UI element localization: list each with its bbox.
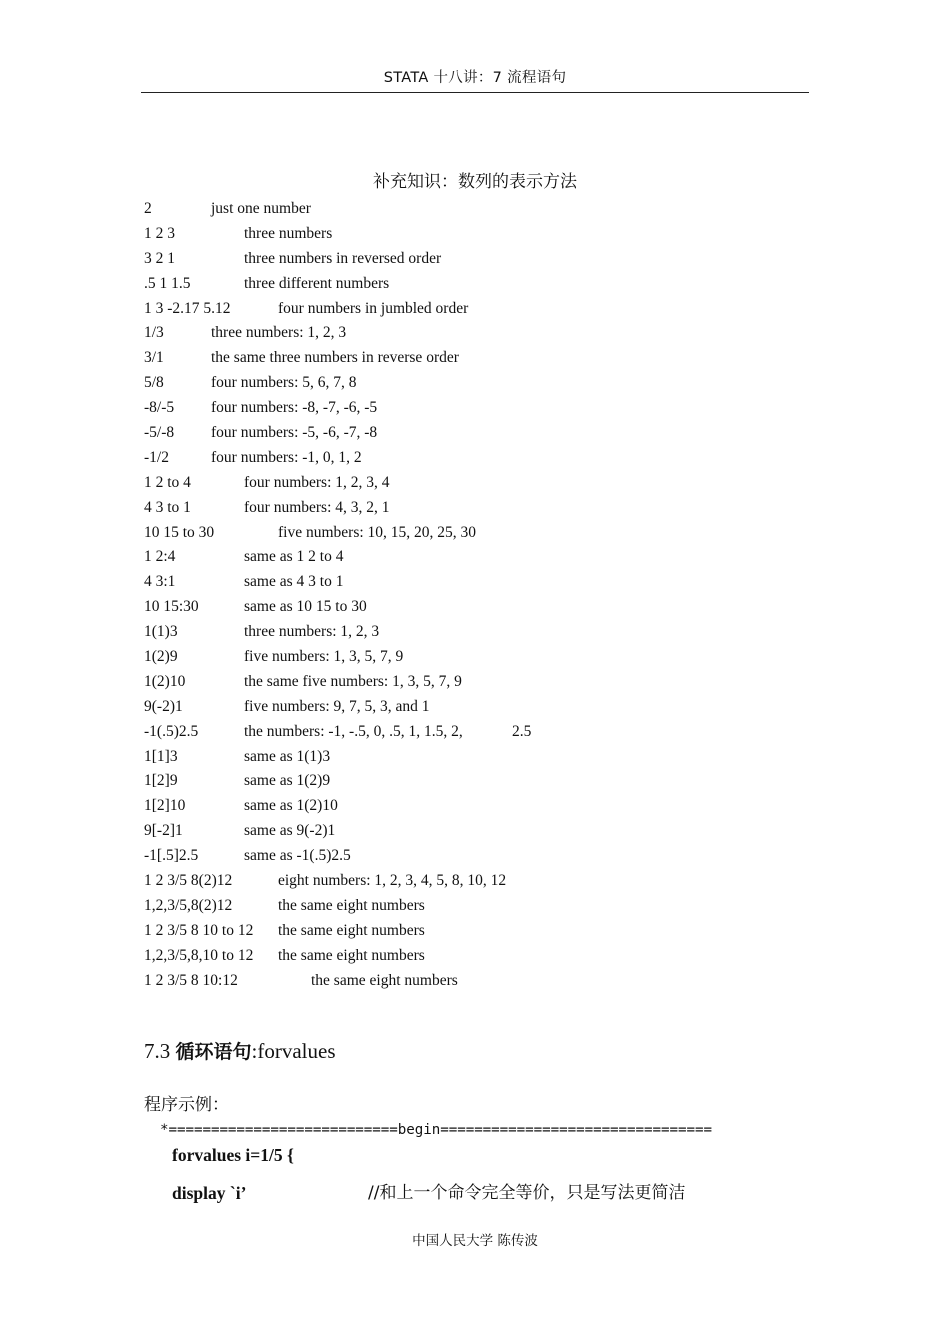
numlist-row — [144, 272, 784, 297]
numlist-row — [144, 570, 784, 595]
code-line-forvalues: forvalues i=1/5 { — [172, 1145, 294, 1165]
numlist-description: five numbers: 1, 3, 5, 7, 9 — [244, 648, 404, 666]
numlist-description: same as 1(2)10 — [244, 797, 338, 815]
numlist-expression: .5 1 1.5 — [144, 274, 191, 292]
numlist-description: five numbers: 10, 15, 20, 25, 30 — [278, 523, 477, 541]
numlist-row — [144, 595, 784, 620]
numlist-row — [144, 396, 784, 421]
page-footer: 中国人民大学 陈传波 — [412, 1233, 538, 1249]
numlist-description: five numbers: 9, 7, 5, 3, and 1 — [244, 697, 430, 715]
numlist-expression: 9[-2]1 — [144, 822, 183, 840]
numlist-description: the same five numbers: 1, 3, 5, 7, 9 — [244, 672, 462, 690]
numlist-row — [144, 521, 784, 546]
heading-number: 7.3 — [144, 1039, 176, 1063]
numlist-row — [144, 346, 784, 371]
numlist-row — [144, 894, 784, 919]
numlist-row — [144, 745, 784, 770]
numlist-row — [144, 321, 784, 346]
numlist-row — [144, 769, 784, 794]
numlist-expression: 1 2 to 4 — [144, 473, 191, 491]
numlist-expression: -1(.5)2.5 — [144, 722, 199, 740]
numlist-row — [144, 844, 784, 869]
numlist-row — [144, 819, 784, 844]
numlist-description: same as -1(.5)2.5 — [244, 847, 351, 865]
numlist-expression: 1[1]3 — [144, 747, 178, 765]
numlist-row — [144, 670, 784, 695]
numlist-row — [144, 297, 784, 322]
numlist-expression: -1/2 — [144, 448, 169, 466]
numlist-row — [144, 371, 784, 396]
numlist-expression: 1 2:4 — [144, 548, 176, 566]
numlist-table — [144, 197, 784, 994]
numlist-row — [144, 496, 784, 521]
section-title: 补充知识：数列的表示方法 — [373, 172, 577, 192]
numlist-description: four numbers: 5, 6, 7, 8 — [211, 374, 357, 392]
example-label: 程序示例： — [144, 1095, 229, 1115]
numlist-expression: -1[.5]2.5 — [144, 847, 199, 865]
numlist-row — [144, 222, 784, 247]
numlist-expression: 1(2)9 — [144, 648, 178, 666]
numlist-row — [144, 869, 784, 894]
numlist-row — [144, 247, 784, 272]
heading-7-3 — [144, 1036, 336, 1067]
numlist-expression: 1(2)10 — [144, 672, 186, 690]
numlist-expression: 1 2 3/5 8 10:12 — [144, 971, 238, 989]
numlist-expression: 1(1)3 — [144, 623, 178, 641]
numlist-description: same as 1(1)3 — [244, 747, 331, 765]
numlist-description: four numbers: 1, 2, 3, 4 — [244, 473, 390, 491]
numlist-expression: 3 2 1 — [144, 249, 175, 267]
numlist-description: the same eight numbers — [278, 896, 425, 914]
numlist-expression: 1[2]9 — [144, 772, 178, 790]
numlist-description: same as 10 15 to 30 — [244, 598, 367, 616]
numlist-expression: 5/8 — [144, 374, 164, 392]
numlist-description: the same three numbers in reverse order — [211, 349, 459, 367]
numlist-row — [144, 944, 784, 969]
numlist-row — [144, 645, 784, 670]
code-begin-divider: *===========================begin================================ — [160, 1122, 712, 1138]
numlist-description: four numbers: 4, 3, 2, 1 — [244, 498, 390, 516]
numlist-description-tail: 2.5 — [512, 722, 532, 740]
numlist-row — [144, 720, 784, 745]
numlist-expression: 1 2 3/5 8(2)12 — [144, 872, 233, 890]
header-title: STATA 十八讲：7 流程语句 — [383, 70, 567, 86]
code-comment: //和上一个命令完全等价，只是写法更简洁 — [368, 1183, 686, 1203]
numlist-expression: 10 15 to 30 — [144, 523, 215, 541]
numlist-description: four numbers: -5, -6, -7, -8 — [211, 424, 378, 442]
numlist-description: the same eight numbers — [278, 921, 425, 939]
numlist-expression: 1[2]10 — [144, 797, 186, 815]
numlist-expression: 1 2 3/5 8 10 to 12 — [144, 921, 254, 939]
numlist-description: same as 1 2 to 4 — [244, 548, 344, 566]
numlist-description: three different numbers — [244, 274, 390, 292]
numlist-row — [144, 446, 784, 471]
numlist-description: three numbers in reversed order — [244, 249, 442, 267]
numlist-description: just one number — [211, 200, 311, 217]
numlist-expression: 1,2,3/5,8,10 to 12 — [144, 946, 254, 964]
numlist-description: four numbers: -8, -7, -6, -5 — [211, 399, 378, 417]
numlist-row — [144, 197, 784, 222]
numlist-row — [144, 545, 784, 570]
numlist-row — [144, 695, 784, 720]
numlist-description: four numbers in jumbled order — [278, 299, 469, 317]
numlist-expression: 2 — [144, 200, 152, 217]
numlist-expression: 1,2,3/5,8(2)12 — [144, 896, 233, 914]
numlist-description: the same eight numbers — [278, 946, 425, 964]
code-line-display: display `i’ — [172, 1183, 247, 1203]
numlist-description: same as 4 3 to 1 — [244, 573, 344, 591]
numlist-description: three numbers: 1, 2, 3 — [244, 623, 380, 641]
numlist-expression: 4 3 to 1 — [144, 498, 191, 516]
numlist-row — [144, 969, 784, 994]
numlist-row — [144, 794, 784, 819]
page-header — [141, 64, 809, 93]
numlist-description: the same eight numbers — [311, 971, 458, 989]
heading-command: :forvalues — [251, 1039, 336, 1063]
numlist-expression: 1 3 -2.17 5.12 — [144, 299, 231, 317]
numlist-row — [144, 919, 784, 944]
numlist-expression: 9(-2)1 — [144, 697, 183, 715]
numlist-description: three numbers: 1, 2, 3 — [211, 324, 347, 342]
numlist-description: same as 9(-2)1 — [244, 822, 336, 840]
numlist-expression: 10 15:30 — [144, 598, 199, 616]
numlist-row — [144, 471, 784, 496]
heading-chinese: 循环语句 — [175, 1041, 252, 1063]
numlist-expression: 3/1 — [144, 349, 164, 367]
numlist-expression: -5/-8 — [144, 424, 175, 442]
numlist-expression: -8/-5 — [144, 399, 175, 417]
numlist-row — [144, 421, 784, 446]
numlist-description: three numbers — [244, 224, 333, 242]
numlist-expression: 4 3:1 — [144, 573, 176, 591]
numlist-description: four numbers: -1, 0, 1, 2 — [211, 448, 362, 466]
numlist-description: same as 1(2)9 — [244, 772, 331, 790]
numlist-description: eight numbers: 1, 2, 3, 4, 5, 8, 10, 12 — [278, 872, 507, 890]
numlist-expression: 1 2 3 — [144, 224, 175, 242]
numlist-description: the numbers: -1, -.5, 0, .5, 1, 1.5, 2, — [244, 722, 463, 740]
numlist-row — [144, 620, 784, 645]
numlist-expression: 1/3 — [144, 324, 164, 342]
